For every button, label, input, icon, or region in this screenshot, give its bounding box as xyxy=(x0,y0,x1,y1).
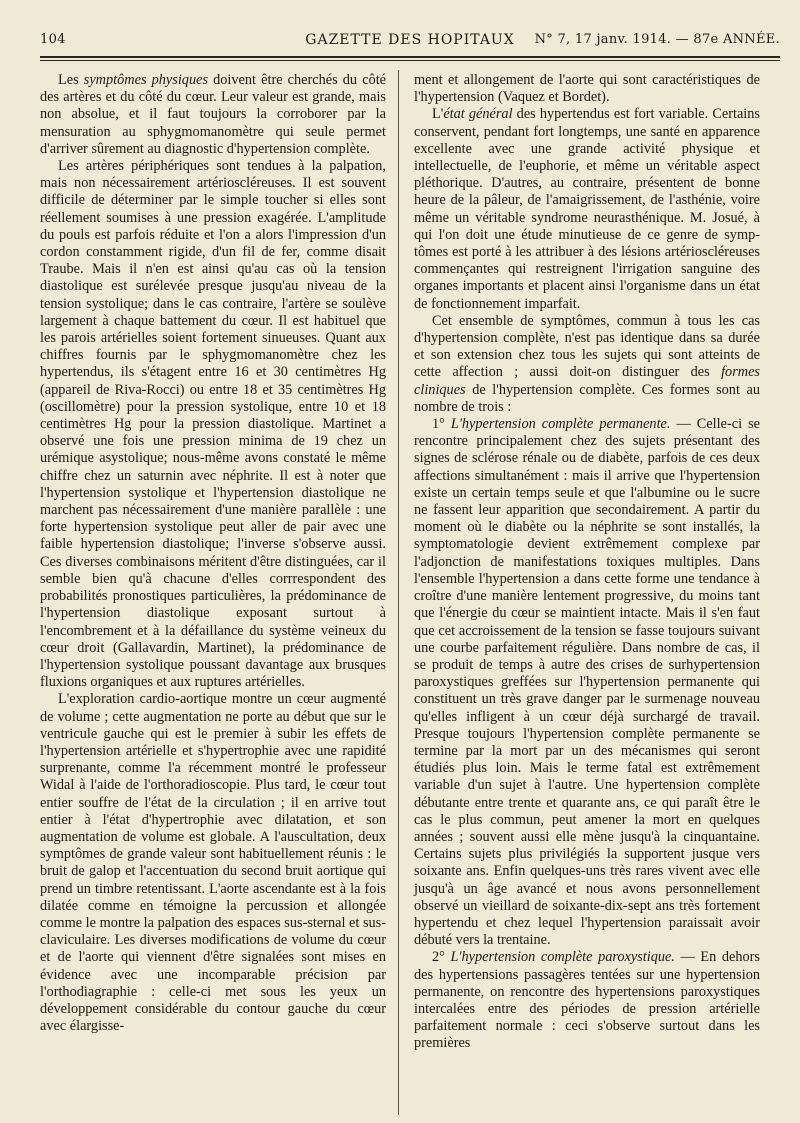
text-run: — Celle-ci se rencontre principalement chez des sujets présentant des signes de sclérose rénale ou de diabète, parfois de ces deux affections simultanément : mais il arrive que l'hypertension existe un certain temps seule et que l'albumine ou le sucre ne fassent leur apparition que secondairement. A partir du moment où le diabète ou la néphrite se sont installés, la symptomatologie devient extrêmement complexe par l'adjonction de manifestations toxiques multiples. Dans l'ensemble l'hypertension a dans cette forme une tendance à croître d'une manière lentement progressive, du moins tant que l'énergie du cœur se maintient intacte. Mais il s'en faut que cet accroissement de la tension se fasse toujours suivant une courbe parfaitement régulière. Dans nombre de cas, il se produit de temps à autre des crises de surhypertension paroxystiques greffées sur l'hypertension permanente qui constituent un très grave danger par le surmenage nouveau qu'elles infligent à un cœur déjà surchargé de travail. Presque toujours l'hypertension complète permanente se termine par la mort par un des mécanismes qui seront étudiés plus loin. Mais le terme fatal est extrêmement variable d'un sujet à l'autre. Une hypertension complète débutante entre trente et quarante ans, ce qui paraît être le cas le plus commun, peut amener la mort en quelques années ; souvent aussi elle mène jusqu'à la cinquantaine. Certains sujets plus privilégiés la supportent jusque vers soixante ans. Enfin quelques-uns très rares vivent avec elle jusqu'à un âge avancé et nous avons personnellement observé un vieillard de soixante-dix-sept ans très fortement hypertendu et chez lequel l'hypertension paraissait avoir débuté vers la trentaine. xyxy=(414,416,760,949)
text-run: 2° xyxy=(432,949,451,966)
italic-run: symptômes physiques xyxy=(83,72,209,88)
text-run: L' xyxy=(432,106,444,123)
text-run: Cet ensemble de symptômes, commun à tous les cas d'hypertension complète, n'est pas identique dans sa durée et son extension chez tous les sujets qui sont atteints de cette affection ; aussi doit-on distinguer des xyxy=(414,312,760,381)
issue-info: N° 7, 17 janv. 1914. — 87e ANNÉE. xyxy=(534,32,780,47)
journal-title: GAZETTE DES HOPITAUX xyxy=(305,32,515,48)
text-run: des hypertendus est fort variable. Certains conservent, pendant fort longtemps, une santé en apparence excellente avec une grande activité physique et intellectuelle, de l'euphorie, et même un véritable aspect pléthorique. D'autres, au contraire, présentent de bonne heure de la pâleur, de l'amaigrissement, de l'asthénie, voire même un véritable syndrome neurasthénique. M. Josué, à qui l'on doit une étude minutieuse de ce genre de symptômes est porté à les attribuer à des lésions artérioscléreuses commençantes qui restreignent l'irrigation sanguine des organes importants et placent ainsi l'organisme dans un état de fonctionnement imparfait. xyxy=(414,106,760,312)
right-column xyxy=(414,72,760,1112)
text-run: 1° xyxy=(432,416,451,433)
paragraph-arteres: Les artères périphériques sont tendues à la palpation, mais non nécessairement artérioscléreuses. Il est souvent difficile de déterminer par le simple toucher si elles sont réellement soumises à une pression exagérée. L'amplitude du pouls est parfois réduite et l'on a alors l'impression d'un cordon constamment rigide, d'un fil de fer, comme disait Traube. Mais il n'en est ainsi qu'au cas où la tension diastolique est surélevée presque jusqu'au niveau de la tension systolique; dans le cas contraire, l'artère se soulève largement à chaque battement du cœur. Il est habituel que les parois artérielles soient fortement sinueuses. Quant aux chiffres fournis par le sphygmomanomètre chez les hypertendus, ils s'étagent entre 16 et 30 centimètres Hg (appareil de Riva-Rocci) ou entre 18 et 35 centimètres Hg (oscillomètre) pour la pression systolique, entre 10 et 18 centimètres Hg pour la pression diastolique. Martinet a observé une fois une pression minima de 19 chez un urémique asystolique; nous-même avons constaté le même chiffre chez un saturnin avec néphrite. Il est à noter que l'hypertension systolique et l'hypertension diastolique ne marchent pas nécessairement d'une manière parallèle : une forte hypertension systolique peut aller de pair avec une faible hypertension diastolique; l'inverse s'observe aussi. Ces diverses combinaisons méritent d'être distinguées, car il semble bien qu'à chacune d'elles corrrespondent des probabilités pronostiques particulières, la prédominance de l'hypertension diastolique exposant surtout à l'encombrement et à la défaillance du système veineux du cœur droit (Gallavardin, Martinet), la prédominance de l'hypertension systolique poussant davantage aux brusques fluxions organiques et aux ruptures artérielles. xyxy=(40,158,386,691)
paragraph-forme-permanente xyxy=(414,416,760,949)
text-run: Les xyxy=(58,72,84,88)
paragraph-forme-paroxystique xyxy=(414,949,760,1052)
paragraph-formes-cliniques xyxy=(414,313,760,416)
left-column xyxy=(40,72,386,1112)
text-run: doivent être cherchés du côté des artères et du côté du cœur. Leur valeur est grande, mais non absolue, et il faut toujours la corroborer par la mensuration au sphygmomanomètre qui seule permet d'arriver sûrement au diagnostic d'hypertension complète. xyxy=(40,72,387,157)
paragraph-exploration: L'exploration cardio-aortique montre un cœur augmenté de volume ; cette augmentation ne porte au début que sur le ventricule gauche qui est le premier à subir les effets de l'hypertension artérielle et s'hypertrophie avec une rapidité surprenante, comme l'a récemment montré le professeur Widal à l'aide de l'orthoradioscopie. Plus tard, le cœur tout entier souffre de l'état de la circulation ; il en arrive tout entier à l'état d'hypertrophie avec dilatation, et son augmentation de volume est globale. A l'auscultation, deux symptômes de grande valeur sont habituellement réunis : le bruit de galop et l'accentuation du second bruit aortique qui prend un timbre retentissant. L'aorte ascendante est à la fois dilatée comme en témoigne la percussion et allongée comme le montre la palpation des espaces sus-sternal et sus-claviculaire. Les diverses modifications de volume du cœur et de l'aorte qui viennent d'être signalées sont mises en évidence avec une incomparable précision par l'orthodiagraphie : celle-ci met sous les yeux un développement considérable du contour gauche du cœur avec élargisse- xyxy=(40,691,386,1035)
italic-run: formes cliniques xyxy=(414,364,760,398)
text-run: — En dehors des hypertensions passagères tentées sur une hypertension permanente, on rencontre des hypertensions paroxystiques intercalées entre des périodes de pression artérielle parfaitement normale : ceci s'observe surtout dans les premières xyxy=(414,949,760,1052)
italic-run: état général xyxy=(443,106,513,123)
italic-run: L'hypertension complète paroxystique. xyxy=(450,949,675,966)
header-rule-thick xyxy=(40,56,780,58)
header-rule-thin xyxy=(40,60,780,61)
running-header xyxy=(40,32,780,54)
paragraph-symptomes-physiques xyxy=(40,72,386,158)
page-number: 104 xyxy=(40,32,66,47)
column-divider xyxy=(398,70,399,1115)
text-run: de l'hypertension complète. Ces formes sont au nombre de trois : xyxy=(414,381,760,415)
italic-run: L'hypertension complète permanente. xyxy=(450,416,671,433)
paragraph-continuation: ment et allongement de l'aorte qui sont caractéristiques de l'hypertension (Vaquez et Bordet). xyxy=(414,72,760,106)
paragraph-etat-general xyxy=(414,106,760,312)
